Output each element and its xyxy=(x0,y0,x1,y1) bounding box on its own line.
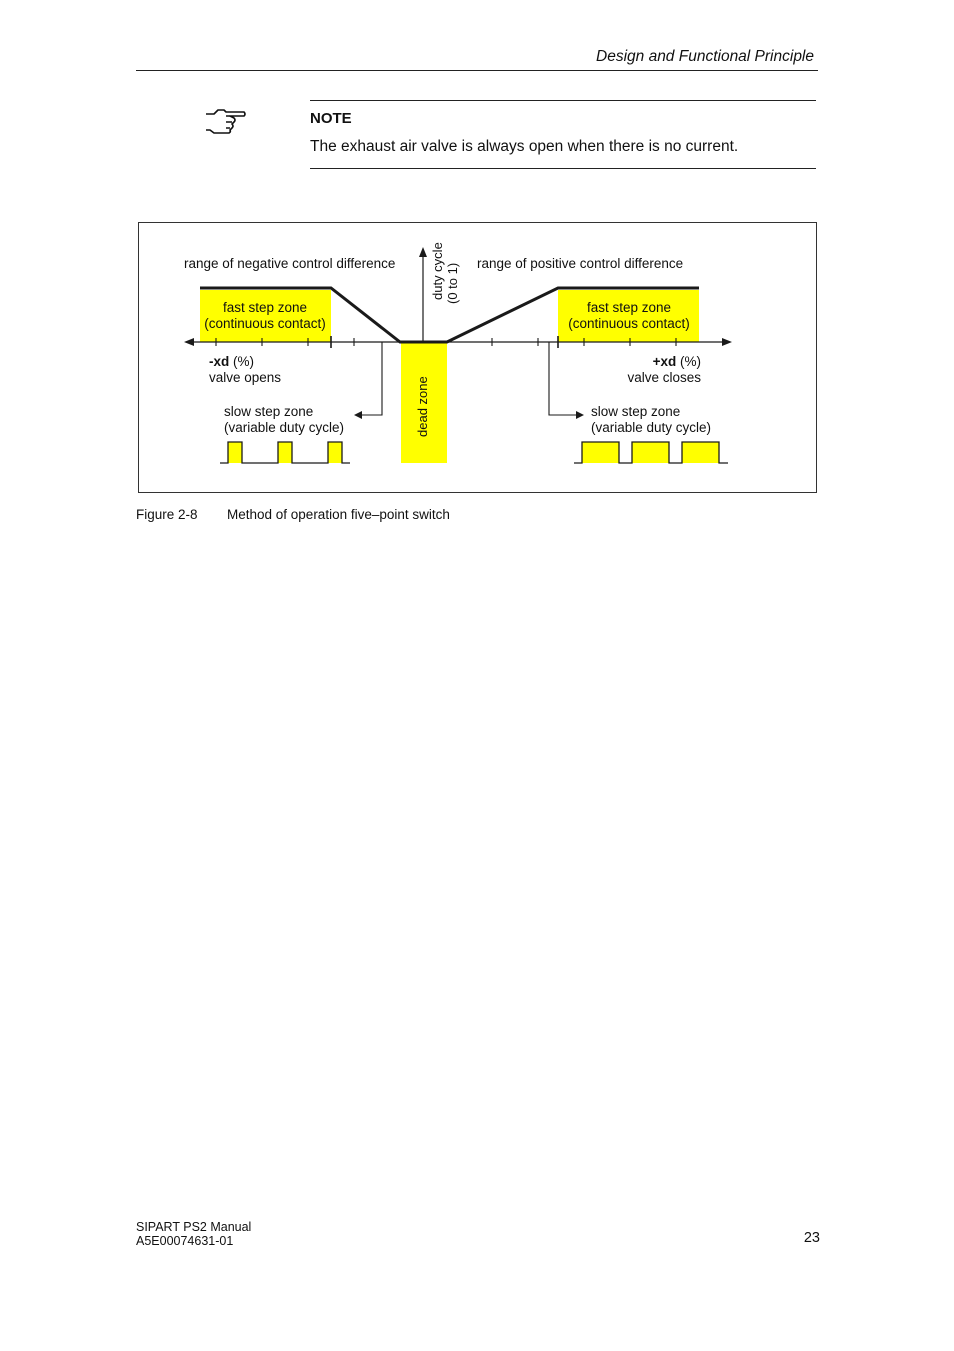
pulse-train-left xyxy=(220,442,350,463)
running-header: Design and Functional Principle xyxy=(596,48,814,65)
slow-step-zone-left-label: slow step zone xyxy=(224,404,314,419)
fast-step-zone-right-sublabel: (continuous contact) xyxy=(568,316,690,331)
note-top-rule xyxy=(310,100,816,101)
slow-zone-leader-left-arrow xyxy=(354,411,362,419)
slow-step-zone-left-sublabel: (variable duty cycle) xyxy=(224,420,345,435)
duty-cycle-axis-arrow xyxy=(419,247,427,257)
figure-caption-text: Method of operation five–point switch xyxy=(227,507,450,522)
footer-document-id: A5E00074631-01 xyxy=(136,1234,234,1248)
slow-zone-leader-left xyxy=(360,342,382,415)
fast-step-zone-left-sublabel: (continuous contact) xyxy=(204,316,326,331)
range-positive-label: range of positive control difference xyxy=(477,256,684,271)
slow-step-zone-right-sublabel: (variable duty cycle) xyxy=(591,420,712,435)
page-number: 23 xyxy=(803,1230,820,1246)
xd-negative-unit: (%) xyxy=(229,354,254,369)
pulse-train-right xyxy=(574,442,728,463)
valve-opens-label: valve opens xyxy=(209,370,282,385)
xd-positive-symbol: +xd xyxy=(652,354,677,369)
five-point-switch-diagram xyxy=(138,222,818,494)
note-title: NOTE xyxy=(310,110,352,127)
header-rule xyxy=(136,70,818,71)
xd-axis-arrow-right xyxy=(722,338,732,346)
fast-step-zone-left-label: fast step zone xyxy=(222,300,308,315)
pointing-hand-icon xyxy=(204,108,246,136)
duty-cycle-label: duty cycle xyxy=(430,242,445,300)
slow-zone-leader-right xyxy=(549,342,578,415)
xd-negative-label xyxy=(209,354,254,369)
footer-manual-title: SIPART PS2 Manual xyxy=(136,1220,252,1234)
valve-closes-label: valve closes xyxy=(627,370,701,385)
xd-positive-unit: (%) xyxy=(676,354,701,369)
slow-zone-leader-right-arrow xyxy=(576,411,584,419)
note-bottom-rule xyxy=(310,168,816,169)
xd-axis-arrow-left xyxy=(184,338,194,346)
slow-step-zone-right-label: slow step zone xyxy=(591,404,681,419)
range-negative-label: range of negative control difference xyxy=(184,256,396,271)
xd-positive-label xyxy=(653,354,701,369)
duty-cycle-range-label: (0 to 1) xyxy=(445,262,460,304)
fast-step-zone-right-label: fast step zone xyxy=(586,300,672,315)
note-text: The exhaust air valve is always open when there is no current. xyxy=(310,138,739,155)
figure-caption-label: Figure 2-8 xyxy=(136,507,198,522)
xd-negative-symbol: -xd xyxy=(209,354,230,369)
dead-zone-label: dead zone xyxy=(415,376,430,437)
